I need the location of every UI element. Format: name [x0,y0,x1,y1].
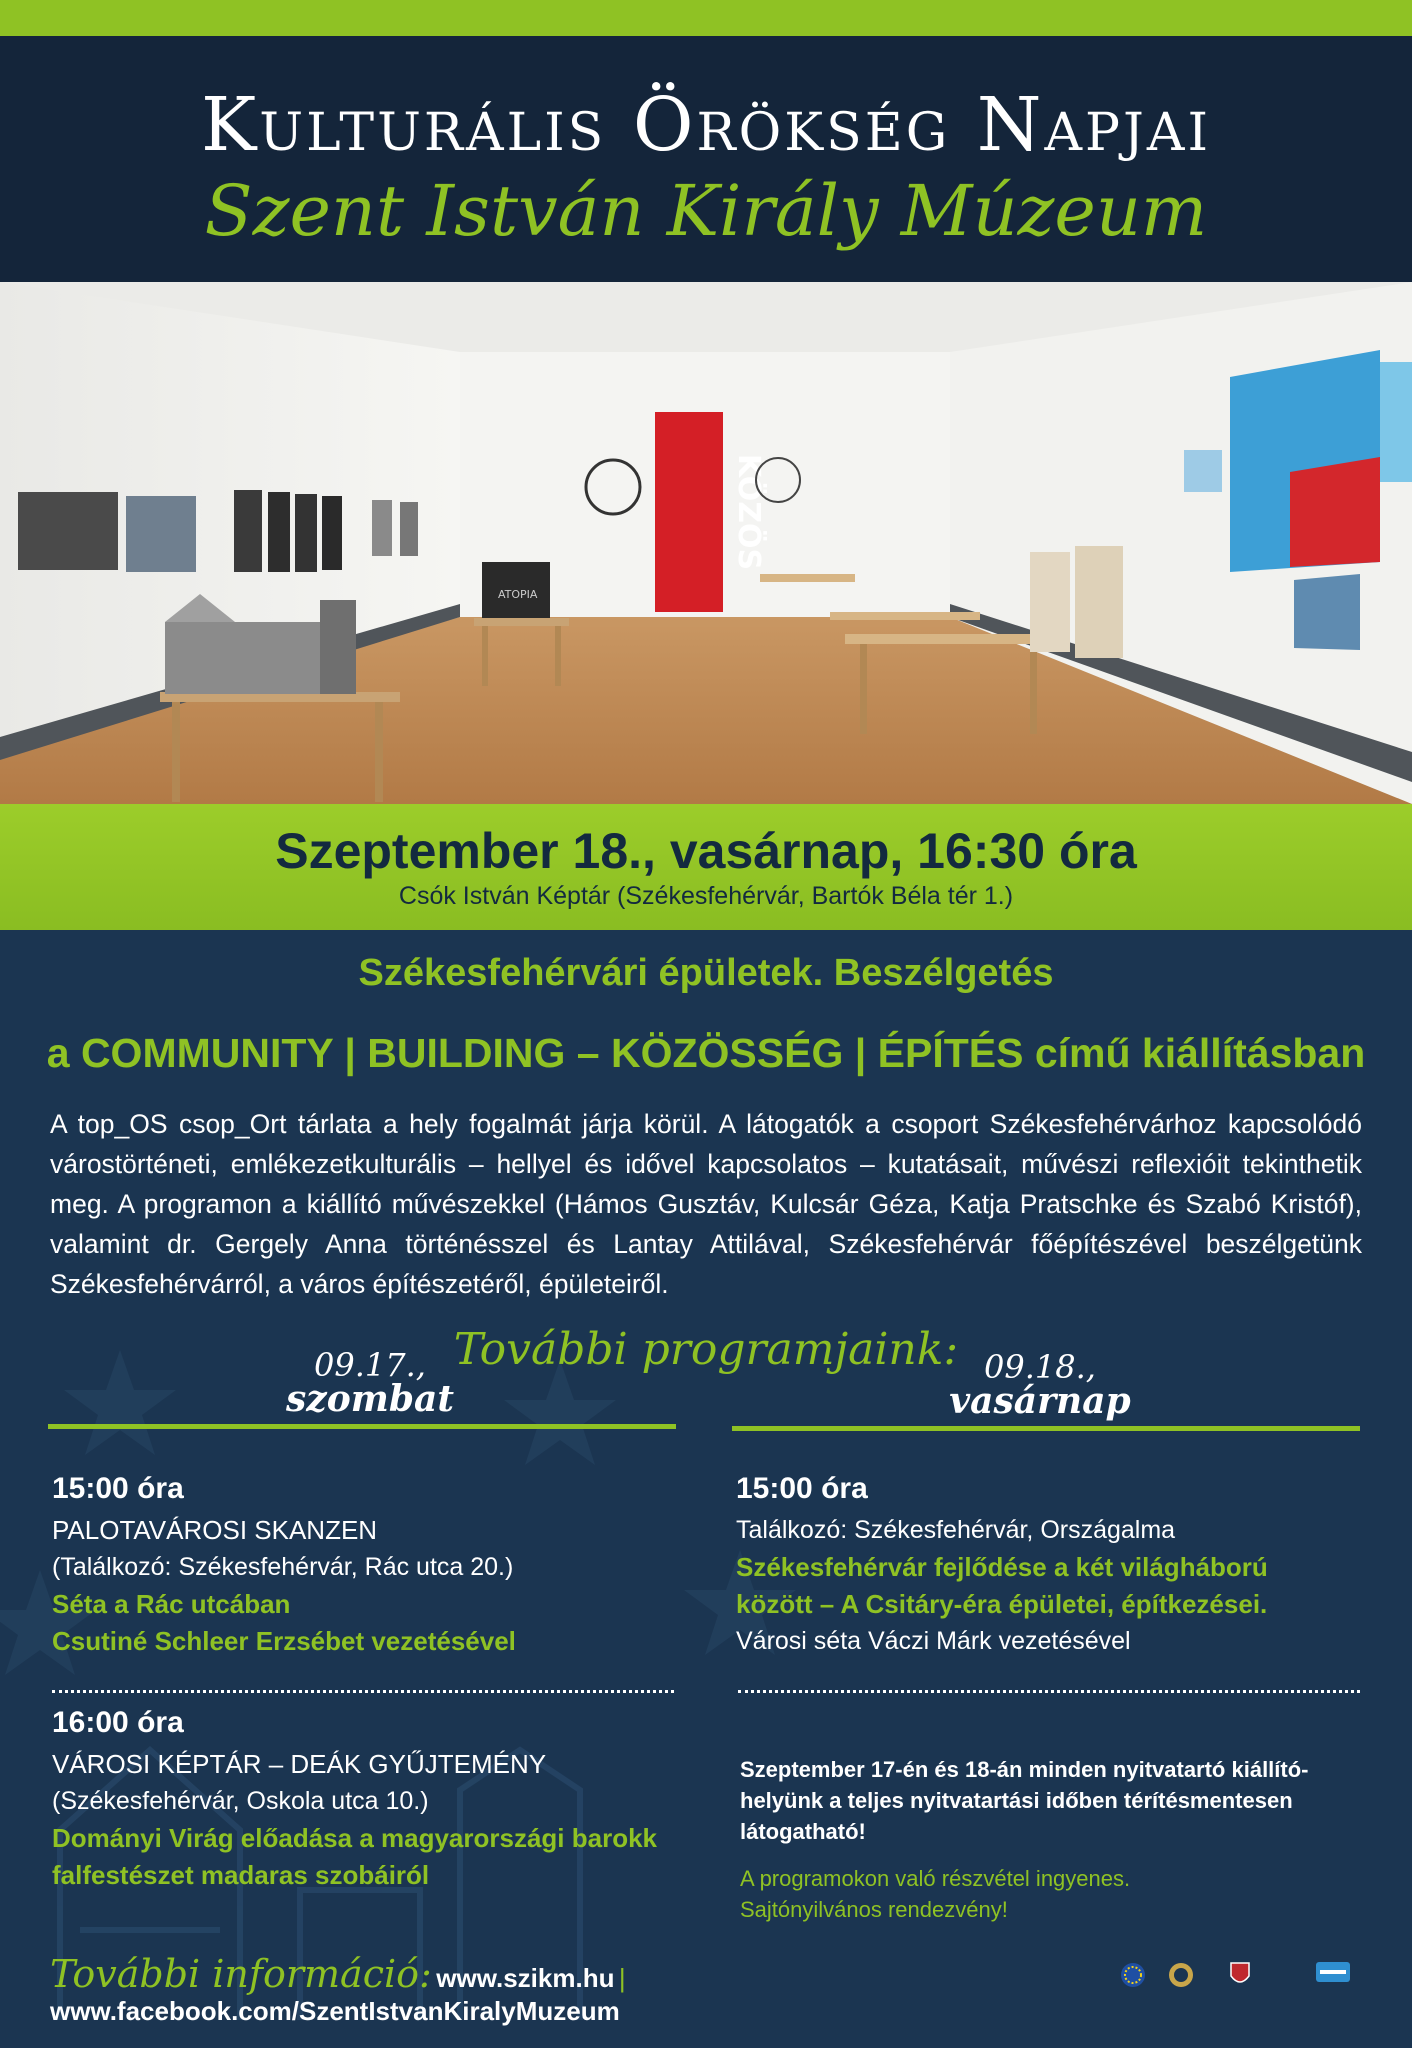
saturday-weekday: szombat [286,1378,454,1420]
event-date-band [0,804,1412,930]
program-guide: Városi séta Váczi Márk vezetésével [736,1627,1131,1655]
program-location: (Találkozó: Székesfehérvár, Rác utca 20.) [52,1553,514,1581]
saturday-program-2 [52,1706,712,1894]
facebook-link[interactable]: www.facebook.com/SzentIstvanKiralyMuzeum [50,1996,620,2026]
note-line-1: Szeptember 17-én és 18-án minden nyitvatartó kiállító- [740,1757,1309,1782]
sunday-rule [732,1426,1360,1431]
website-link[interactable]: www.szikm.hu [436,1963,615,1993]
program-guide: falfestészet madaras szobáiról [52,1860,430,1890]
sunday-weekday: vasárnap [949,1380,1131,1422]
free-entry-note [740,1754,1370,1925]
program-title: Székesfehérvár fejlődése a két világháború [736,1552,1268,1582]
sunday-label [940,1348,1140,1422]
top-green-stripe [0,0,1412,36]
sunday-divider [738,1690,1360,1693]
program-title: Dományi Virág előadása a magyarországi barokk [52,1823,658,1853]
program-location: (Székesfehérvár, Oskola utca 10.) [52,1787,429,1815]
program-location: Találkozó: Székesfehérvár, Országalma [736,1516,1176,1544]
coat-of-arms-icon [1230,1962,1250,1988]
footer-label: További információ: [50,1952,432,1996]
headline-line-1: Székesfehérvári épületek. Beszélgetés [358,952,1054,994]
note-line-2: helyünk a teljes nyitvatartási időben térítésmentesen [740,1788,1293,1813]
sunday-date: 09.18., [984,1348,1096,1386]
program-name: VÁROSI KÉPTÁR – DEÁK GYŰJTEMÉNY [52,1749,547,1779]
page-title: Kulturális Örökség Napjai [200,82,1211,168]
eu-logo-icon [1120,1962,1146,1988]
museum-name: Szent István Király Múzeum [204,170,1208,252]
saturday-program-1 [52,1472,692,1660]
note-line-3: látogatható! [740,1819,866,1844]
program-name: PALOTAVÁROSI SKANZEN [52,1515,378,1545]
museum-seal-icon [1168,1962,1194,1988]
saturday-divider [52,1690,674,1693]
saturday-label [270,1346,470,1420]
program-time: 15:00 óra [736,1472,868,1505]
sunday-program-1 [736,1472,1376,1660]
program-title: Séta a Rác utcában [52,1589,291,1619]
event-date: Szeptember 18., vasárnap, 16:30 óra [275,823,1137,879]
sponsor-logos [1120,1962,1360,2002]
footer [50,1952,1100,2026]
headline-line-2: a COMMUNITY | BUILDING – KÖZÖSSÉG | ÉPÍTÉS című kiállításban [46,1030,1366,1076]
note-line-5: Sajtónyilvános rendezvény! [740,1897,1008,1922]
program-title-cont: között – A Csitáry-éra épületei, építkezései. [736,1589,1268,1619]
city-logo-icon [1316,1962,1350,1982]
model-label: ATOPIA [498,588,538,601]
event-venue: Csók István Képtár (Székesfehérvár, Bartók Béla tér 1.) [398,882,1014,910]
banner-text: KÖZÖS [731,453,766,571]
footer-separator: | [618,1963,626,1993]
event-description: A top_OS csop_Ort tárlata a hely fogalmát járja körül. A látogatók a csoport Székesfehérvárhoz kapcsolódó várostörténeti, emlékezetkulturális – hellyel és idővel kapcsolatos – kutatásait, művészi reflexióit tekinthetik meg. A programon a kiállító művészekkel (Hámos Gusztáv, Kulcsár Géza, Katja Pratschke és Szabó Kristóf), valamint dr. Gergely Anna történésszel és Lantay Attilával, Székesfehérvár főépítészével beszélgetünk Székesfehérvárról, a város építészetéről, épületeiről. [50,1109,1362,1299]
red-banner [655,412,723,612]
note-line-4: A programokon való részvétel ingyenes. [740,1866,1131,1891]
program-time: 15:00 óra [52,1472,184,1505]
program-guide: Csutiné Schleer Erzsébet vezetésével [52,1626,516,1656]
program-time: 16:00 óra [52,1706,184,1739]
saturday-date: 09.17., [314,1346,426,1384]
header [0,36,1412,282]
gallery-photo-illustration [0,282,1412,804]
gallery-photo [0,282,1412,804]
saturday-rule [48,1424,676,1429]
more-programs-title: További programjaink: [453,1324,959,1375]
